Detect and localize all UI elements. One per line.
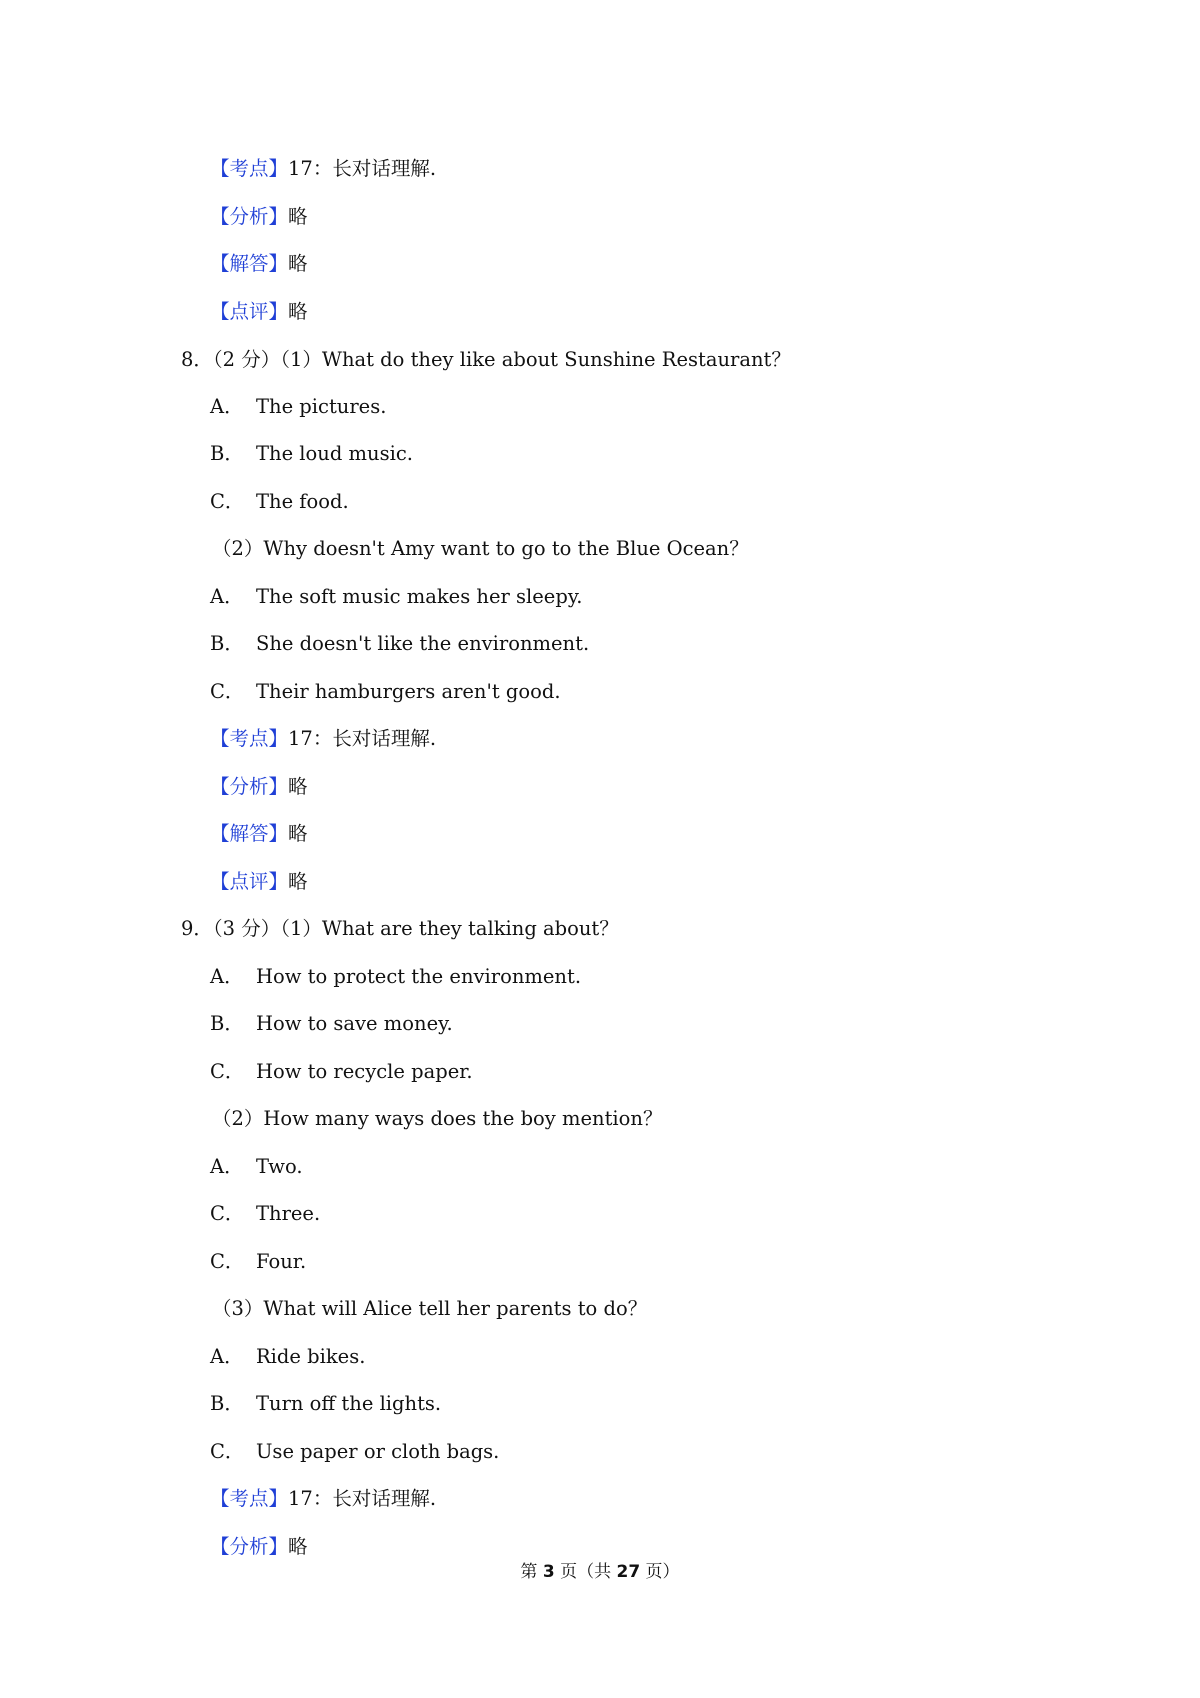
q8-stem: 8．（2 分）（1）What do they like about Sunshine Restaurant？	[181, 348, 791, 371]
q9-3-option-a	[210, 1344, 365, 1370]
option-text: The loud music.	[256, 442, 413, 465]
analysis-dianping-2	[210, 869, 308, 895]
option-text: How to recycle paper.	[256, 1060, 473, 1083]
q9-3-option-c	[210, 1439, 499, 1465]
q9-1-option-c	[210, 1059, 473, 1085]
q9-stem: 9．（3 分）（1）What are they talking about？	[181, 917, 619, 940]
tag-dianping: 【点评】	[210, 870, 289, 893]
option-letter: C．	[210, 1202, 245, 1225]
tag-kaodian: 【考点】	[210, 157, 289, 180]
option-text: Three.	[256, 1202, 321, 1225]
tag-jieda: 【解答】	[210, 822, 289, 845]
footer-prefix: 第	[520, 1562, 543, 1582]
kaodian-text: 17：长对话理解.	[288, 157, 437, 180]
dianping-text: 略	[288, 300, 308, 323]
jieda-text: 略	[288, 252, 308, 275]
fenxi-text: 略	[288, 775, 308, 798]
footer-suffix: 页）	[640, 1562, 680, 1582]
q8-2-stem: （2）Why doesn't Amy want to go to the Blue Ocean？	[212, 537, 749, 560]
q9-2-option-c	[210, 1249, 306, 1275]
tag-fenxi: 【分析】	[210, 205, 289, 228]
tag-jieda: 【解答】	[210, 252, 289, 275]
option-letter: A．	[210, 585, 244, 608]
option-letter: A．	[210, 965, 244, 988]
tag-fenxi: 【分析】	[210, 1535, 289, 1558]
dianping-text: 略	[288, 870, 308, 893]
q9-3-option-b	[210, 1391, 441, 1417]
option-letter: B．	[210, 442, 244, 465]
option-text: How to save money.	[256, 1012, 453, 1035]
page-total: 27	[616, 1562, 641, 1582]
option-text: The food.	[256, 490, 349, 513]
option-letter: C．	[210, 1060, 245, 1083]
option-text: How to protect the environment.	[256, 965, 582, 988]
option-letter: B．	[210, 632, 244, 655]
analysis-fenxi-2	[210, 774, 308, 800]
q9-1-option-b	[210, 1011, 453, 1037]
q9-3-stem: （3）What will Alice tell her parents to do？	[212, 1297, 648, 1320]
q9-1-option-a	[210, 964, 581, 990]
analysis-jieda-2	[210, 821, 308, 847]
option-letter: B．	[210, 1012, 244, 1035]
option-text: Use paper or cloth bags.	[256, 1440, 500, 1463]
q8-1-option-b	[210, 441, 413, 467]
option-letter: B．	[210, 1392, 244, 1415]
option-letter: C．	[210, 490, 245, 513]
option-text: Ride bikes.	[256, 1345, 366, 1368]
kaodian-text: 17：长对话理解.	[288, 727, 437, 750]
q9-2-option-a	[210, 1154, 303, 1180]
footer-middle: 页（共	[554, 1562, 617, 1582]
option-letter: C．	[210, 1440, 245, 1463]
page-number: 3	[542, 1562, 555, 1582]
analysis-fenxi-3	[210, 1534, 308, 1560]
fenxi-text: 略	[288, 1535, 308, 1558]
analysis-kaodian-1	[210, 156, 436, 182]
option-text: The pictures.	[256, 395, 387, 418]
option-text: Turn off the lights.	[256, 1392, 442, 1415]
q8-2-option-b	[210, 631, 589, 657]
tag-kaodian: 【考点】	[210, 727, 289, 750]
kaodian-text: 17：长对话理解.	[288, 1487, 437, 1510]
tag-dianping: 【点评】	[210, 300, 289, 323]
option-letter: C．	[210, 1250, 245, 1273]
q9-2-option-b	[210, 1201, 320, 1227]
option-text: Four.	[256, 1250, 307, 1273]
option-text: She doesn't like the environment.	[256, 632, 590, 655]
q9-2-stem: （2）How many ways does the boy mention？	[212, 1107, 663, 1130]
option-letter: A．	[210, 1345, 244, 1368]
option-letter: C．	[210, 680, 245, 703]
option-letter: A．	[210, 1155, 244, 1178]
analysis-jieda-1	[210, 251, 308, 277]
option-text: Their hamburgers aren't good.	[256, 680, 561, 703]
option-letter: A．	[210, 395, 244, 418]
q8-2-option-a	[210, 584, 582, 610]
option-text: The soft music makes her sleepy.	[256, 585, 583, 608]
q8-2-option-c	[210, 679, 561, 705]
q8-1-option-c	[210, 489, 349, 515]
option-text: Two.	[256, 1155, 303, 1178]
jieda-text: 略	[288, 822, 308, 845]
page-footer	[0, 1560, 1200, 1584]
tag-fenxi: 【分析】	[210, 775, 289, 798]
analysis-fenxi-1	[210, 204, 308, 230]
tag-kaodian: 【考点】	[210, 1487, 289, 1510]
analysis-dianping-1	[210, 299, 308, 325]
analysis-kaodian-3	[210, 1486, 436, 1512]
fenxi-text: 略	[288, 205, 308, 228]
analysis-kaodian-2	[210, 726, 436, 752]
q8-1-option-a	[210, 394, 386, 420]
